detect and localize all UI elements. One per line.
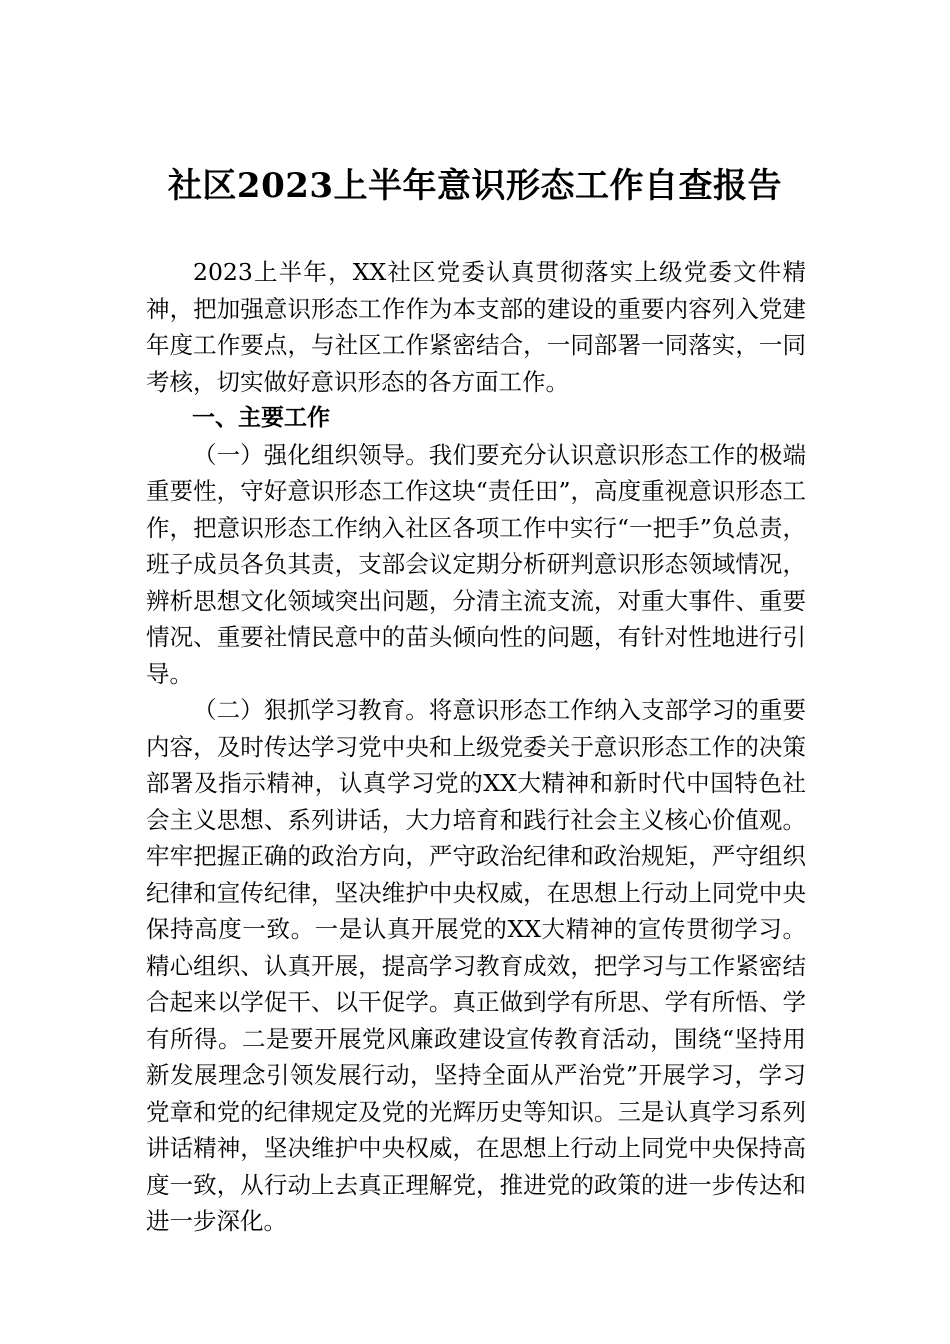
paragraph-education: （二）狠抓学习教育。将意识形态工作纳入支部学习的重要内容，及时传达学习党中央和上级党委关于意识形态工作的决策部署及指示精神，认真学习党的XX大精神和新时代中国特色社会主义思想、系列讲话，大力培育和践行社会主义核心价值观。牢牢把握正确的政治方向，严守政治纪律和政治规矩，严守组织纪律和宣传纪律，坚决维护中央权威，在思想上行动上同党中央保持高度一致。一是认真开展党的XX大精神的宣传贯彻学习。精心组织、认真开展，提高学习教育成效，把学习与工作紧密结合起来以学促干、以干促学。真正做到学有所思、学有所悟、学有所得。二是要开展党风廉政建设宣传教育活动，围绕“坚持用新发展理念引领发展行动，坚持全面从严治党”开展学习，学习党章和党的纪律规定及党的光辉历史等知识。三是认真学习系列讲话精神，坚决维护中央权威，在思想上行动上同党中央保持高度一致，从行动上去真正理解党，推进党的政策的进一步传达和进一步深化。 — [146, 696, 806, 1235]
document-title: 社区2023上半年意识形态工作自查报告 — [167, 166, 783, 206]
intro-paragraph: 2023上半年，XX社区党委认真贯彻落实上级党委文件精神，把加强意识形态工作作为本支部的建设的重要内容列入党建年度工作要点，与社区工作紧密结合，一同部署一同落实，一同考核，切实做好意识形态的各方面工作。 — [146, 258, 806, 396]
paragraph-organization: （一）强化组织领导。我们要充分认识意识形态工作的极端重要性，守好意识形态工作这块“责任田”，高度重视意识形态工作，把意识形态工作纳入社区各项工作中实行“一把手”负总责，班子成员各负其责，支部会议定期分析研判意识形态领域情况，辨析思想文化领域突出问题，分清主流支流，对重大事件、重要情况、重要社情民意中的苗头倾向性的问题，有针对性地进行引导。 — [146, 440, 806, 688]
document-body — [146, 254, 806, 1240]
section-heading: 一、主要工作 — [192, 405, 330, 431]
